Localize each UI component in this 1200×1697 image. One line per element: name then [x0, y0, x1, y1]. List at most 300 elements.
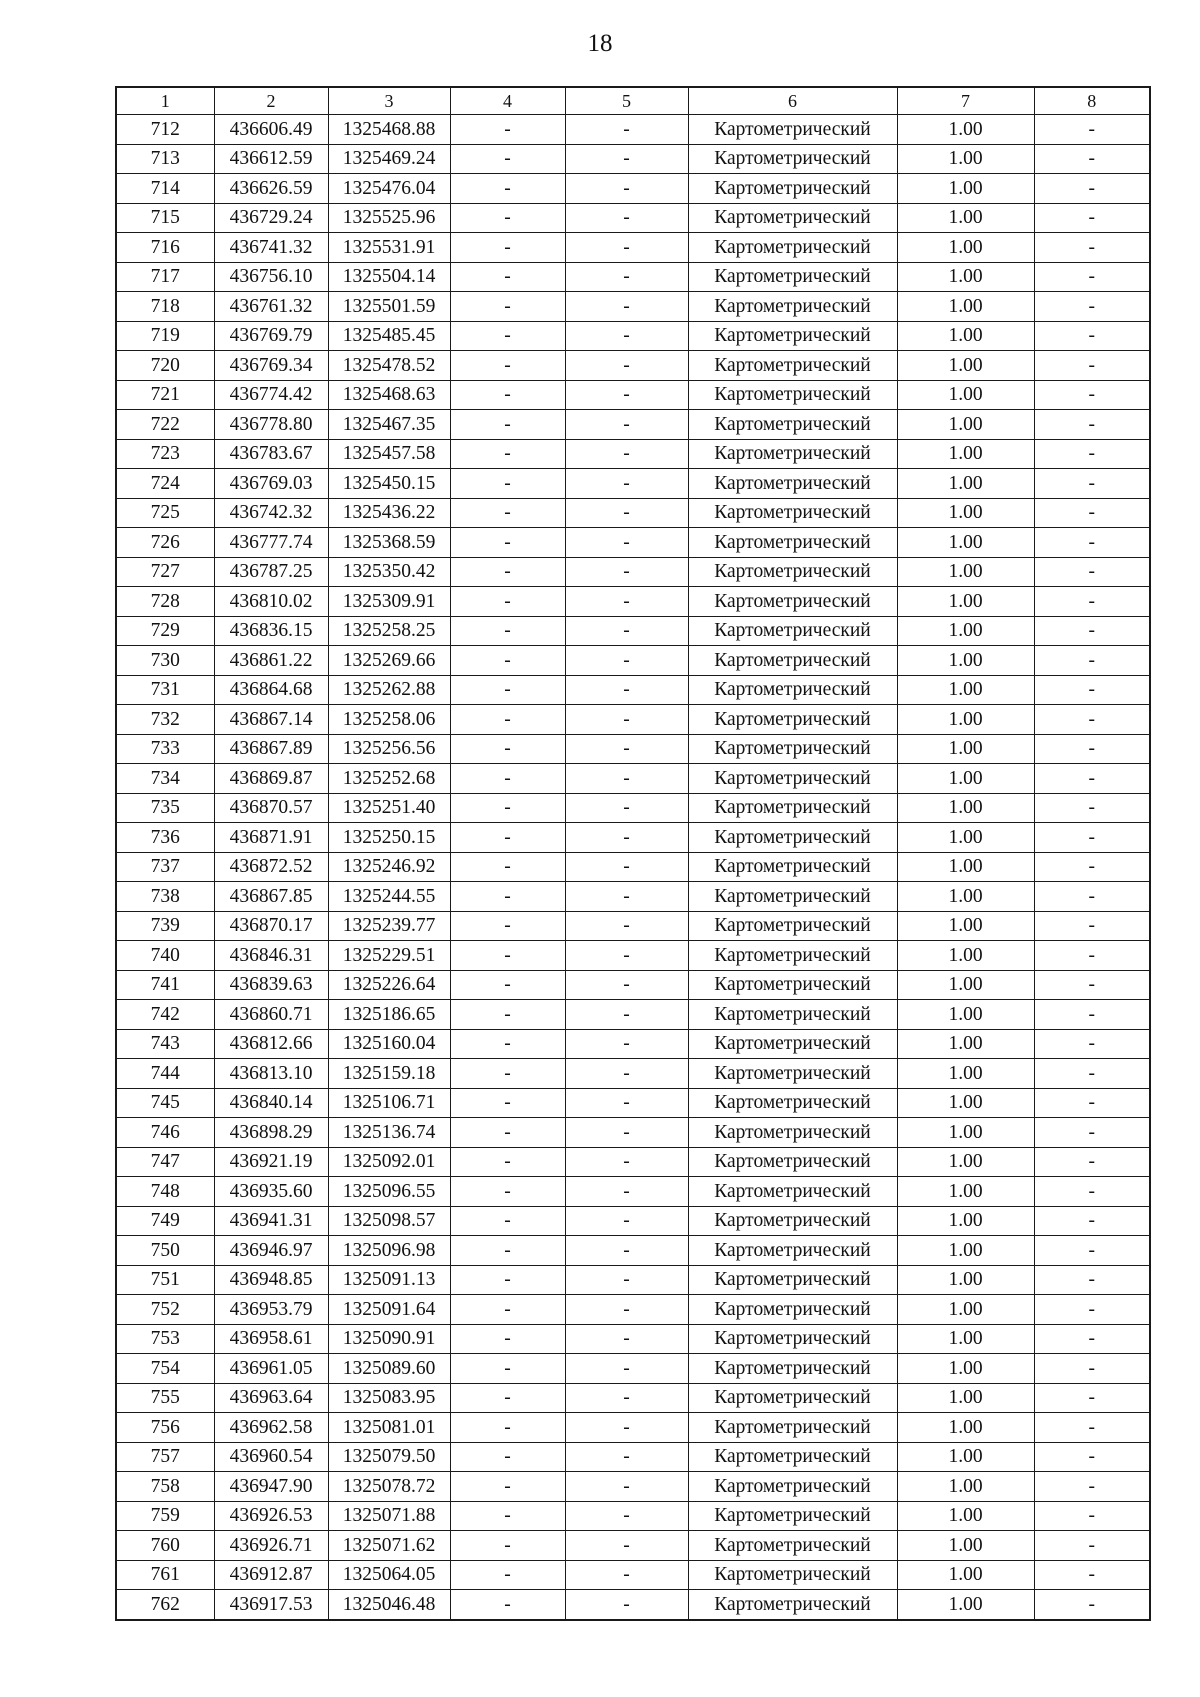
x-coordinate-cell: 436612.59 — [214, 144, 328, 174]
column-5-cell: - — [565, 734, 688, 764]
column-8-cell: - — [1034, 528, 1150, 558]
column-5-cell: - — [565, 1088, 688, 1118]
accuracy-cell: 1.00 — [897, 1000, 1034, 1030]
method-cell: Картометрический — [688, 616, 897, 646]
table-row — [116, 1590, 1150, 1620]
table-row — [116, 1177, 1150, 1207]
x-coordinate-cell: 436839.63 — [214, 970, 328, 1000]
point-number-cell: 731 — [116, 675, 214, 705]
column-header-6: 6 — [688, 87, 897, 115]
accuracy-cell: 1.00 — [897, 262, 1034, 292]
point-number-cell: 712 — [116, 115, 214, 145]
y-coordinate-cell: 1325083.95 — [328, 1383, 450, 1413]
method-cell: Картометрический — [688, 203, 897, 233]
method-cell: Картометрический — [688, 115, 897, 145]
accuracy-cell: 1.00 — [897, 675, 1034, 705]
column-4-cell: - — [450, 410, 565, 440]
column-8-cell: - — [1034, 174, 1150, 204]
column-4-cell: - — [450, 1059, 565, 1089]
point-number-cell: 734 — [116, 764, 214, 794]
column-4-cell: - — [450, 1442, 565, 1472]
y-coordinate-cell: 1325309.91 — [328, 587, 450, 617]
point-number-cell: 736 — [116, 823, 214, 853]
y-coordinate-cell: 1325258.25 — [328, 616, 450, 646]
column-4-cell: - — [450, 1324, 565, 1354]
method-cell: Картометрический — [688, 1147, 897, 1177]
x-coordinate-cell: 436870.57 — [214, 793, 328, 823]
column-8-cell: - — [1034, 1029, 1150, 1059]
method-cell: Картометрический — [688, 1590, 897, 1620]
column-8-cell: - — [1034, 1531, 1150, 1561]
column-4-cell: - — [450, 705, 565, 735]
column-5-cell: - — [565, 1324, 688, 1354]
column-5-cell: - — [565, 1590, 688, 1620]
table-row — [116, 469, 1150, 499]
accuracy-cell: 1.00 — [897, 793, 1034, 823]
point-number-cell: 721 — [116, 380, 214, 410]
column-4-cell: - — [450, 1147, 565, 1177]
table-row — [116, 321, 1150, 351]
accuracy-cell: 1.00 — [897, 970, 1034, 1000]
x-coordinate-cell: 436729.24 — [214, 203, 328, 233]
x-coordinate-cell: 436777.74 — [214, 528, 328, 558]
point-number-cell: 740 — [116, 941, 214, 971]
column-4-cell: - — [450, 882, 565, 912]
column-4-cell: - — [450, 911, 565, 941]
method-cell: Картометрический — [688, 705, 897, 735]
column-4-cell: - — [450, 262, 565, 292]
y-coordinate-cell: 1325090.91 — [328, 1324, 450, 1354]
column-5-cell: - — [565, 351, 688, 381]
x-coordinate-cell: 436960.54 — [214, 1442, 328, 1472]
accuracy-cell: 1.00 — [897, 1383, 1034, 1413]
column-5-cell: - — [565, 115, 688, 145]
x-coordinate-cell: 436898.29 — [214, 1118, 328, 1148]
y-coordinate-cell: 1325250.15 — [328, 823, 450, 853]
method-cell: Картометрический — [688, 1118, 897, 1148]
x-coordinate-cell: 436812.66 — [214, 1029, 328, 1059]
table-row — [116, 882, 1150, 912]
method-cell: Картометрический — [688, 1177, 897, 1207]
method-cell: Картометрический — [688, 852, 897, 882]
y-coordinate-cell: 1325469.24 — [328, 144, 450, 174]
y-coordinate-cell: 1325081.01 — [328, 1413, 450, 1443]
column-8-cell: - — [1034, 1000, 1150, 1030]
y-coordinate-cell: 1325159.18 — [328, 1059, 450, 1089]
method-cell: Картометрический — [688, 262, 897, 292]
column-header-3: 3 — [328, 87, 450, 115]
column-8-cell: - — [1034, 439, 1150, 469]
x-coordinate-cell: 436941.31 — [214, 1206, 328, 1236]
x-coordinate-cell: 436769.03 — [214, 469, 328, 499]
point-number-cell: 732 — [116, 705, 214, 735]
column-5-cell: - — [565, 292, 688, 322]
column-4-cell: - — [450, 1472, 565, 1502]
table-row — [116, 1118, 1150, 1148]
method-cell: Картометрический — [688, 675, 897, 705]
method-cell: Картометрический — [688, 410, 897, 440]
accuracy-cell: 1.00 — [897, 557, 1034, 587]
y-coordinate-cell: 1325106.71 — [328, 1088, 450, 1118]
column-8-cell: - — [1034, 911, 1150, 941]
table-row — [116, 734, 1150, 764]
column-5-cell: - — [565, 616, 688, 646]
x-coordinate-cell: 436741.32 — [214, 233, 328, 263]
method-cell: Картометрический — [688, 439, 897, 469]
y-coordinate-cell: 1325468.63 — [328, 380, 450, 410]
accuracy-cell: 1.00 — [897, 292, 1034, 322]
column-5-cell: - — [565, 1501, 688, 1531]
point-number-cell: 722 — [116, 410, 214, 440]
point-number-cell: 715 — [116, 203, 214, 233]
table-row — [116, 1354, 1150, 1384]
point-number-cell: 757 — [116, 1442, 214, 1472]
x-coordinate-cell: 436926.53 — [214, 1501, 328, 1531]
point-number-cell: 716 — [116, 233, 214, 263]
column-5-cell: - — [565, 262, 688, 292]
y-coordinate-cell: 1325071.88 — [328, 1501, 450, 1531]
column-8-cell: - — [1034, 852, 1150, 882]
point-number-cell: 751 — [116, 1265, 214, 1295]
column-header-8: 8 — [1034, 87, 1150, 115]
point-number-cell: 726 — [116, 528, 214, 558]
column-4-cell: - — [450, 1265, 565, 1295]
accuracy-cell: 1.00 — [897, 144, 1034, 174]
accuracy-cell: 1.00 — [897, 1295, 1034, 1325]
table-row — [116, 1324, 1150, 1354]
column-5-cell: - — [565, 203, 688, 233]
accuracy-cell: 1.00 — [897, 764, 1034, 794]
method-cell: Картометрический — [688, 646, 897, 676]
column-4-cell: - — [450, 616, 565, 646]
table-row — [116, 439, 1150, 469]
column-8-cell: - — [1034, 498, 1150, 528]
accuracy-cell: 1.00 — [897, 174, 1034, 204]
point-number-cell: 742 — [116, 1000, 214, 1030]
table-row — [116, 1029, 1150, 1059]
accuracy-cell: 1.00 — [897, 351, 1034, 381]
column-5-cell: - — [565, 1059, 688, 1089]
column-4-cell: - — [450, 439, 565, 469]
point-number-cell: 737 — [116, 852, 214, 882]
column-5-cell: - — [565, 1029, 688, 1059]
method-cell: Картометрический — [688, 380, 897, 410]
table-row — [116, 1206, 1150, 1236]
column-8-cell: - — [1034, 793, 1150, 823]
column-5-cell: - — [565, 941, 688, 971]
x-coordinate-cell: 436860.71 — [214, 1000, 328, 1030]
column-8-cell: - — [1034, 1472, 1150, 1502]
method-cell: Картометрический — [688, 823, 897, 853]
table-row — [116, 174, 1150, 204]
column-8-cell: - — [1034, 587, 1150, 617]
column-5-cell: - — [565, 380, 688, 410]
column-8-cell: - — [1034, 203, 1150, 233]
table-row — [116, 1295, 1150, 1325]
column-5-cell: - — [565, 528, 688, 558]
table-row — [116, 1383, 1150, 1413]
point-number-cell: 713 — [116, 144, 214, 174]
x-coordinate-cell: 436813.10 — [214, 1059, 328, 1089]
table-row — [116, 852, 1150, 882]
column-8-cell: - — [1034, 705, 1150, 735]
column-8-cell: - — [1034, 734, 1150, 764]
y-coordinate-cell: 1325457.58 — [328, 439, 450, 469]
x-coordinate-cell: 436840.14 — [214, 1088, 328, 1118]
point-number-cell: 727 — [116, 557, 214, 587]
y-coordinate-cell: 1325064.05 — [328, 1560, 450, 1590]
x-coordinate-cell: 436921.19 — [214, 1147, 328, 1177]
table-row — [116, 764, 1150, 794]
point-number-cell: 755 — [116, 1383, 214, 1413]
y-coordinate-cell: 1325476.04 — [328, 174, 450, 204]
column-4-cell: - — [450, 1354, 565, 1384]
column-4-cell: - — [450, 292, 565, 322]
method-cell: Картометрический — [688, 351, 897, 381]
accuracy-cell: 1.00 — [897, 616, 1034, 646]
column-5-cell: - — [565, 1560, 688, 1590]
y-coordinate-cell: 1325485.45 — [328, 321, 450, 351]
column-8-cell: - — [1034, 1059, 1150, 1089]
column-4-cell: - — [450, 646, 565, 676]
column-5-cell: - — [565, 1354, 688, 1384]
column-5-cell: - — [565, 911, 688, 941]
point-number-cell: 756 — [116, 1413, 214, 1443]
point-number-cell: 758 — [116, 1472, 214, 1502]
column-5-cell: - — [565, 321, 688, 351]
column-header-4: 4 — [450, 87, 565, 115]
x-coordinate-cell: 436787.25 — [214, 557, 328, 587]
x-coordinate-cell: 436926.71 — [214, 1531, 328, 1561]
x-coordinate-cell: 436947.90 — [214, 1472, 328, 1502]
method-cell: Картометрический — [688, 793, 897, 823]
table-row — [116, 1265, 1150, 1295]
column-4-cell: - — [450, 1236, 565, 1266]
column-5-cell: - — [565, 587, 688, 617]
accuracy-cell: 1.00 — [897, 1413, 1034, 1443]
column-8-cell: - — [1034, 1354, 1150, 1384]
table-row — [116, 144, 1150, 174]
column-4-cell: - — [450, 498, 565, 528]
y-coordinate-cell: 1325096.55 — [328, 1177, 450, 1207]
accuracy-cell: 1.00 — [897, 1472, 1034, 1502]
x-coordinate-cell: 436912.87 — [214, 1560, 328, 1590]
column-8-cell: - — [1034, 1088, 1150, 1118]
method-cell: Картометрический — [688, 764, 897, 794]
y-coordinate-cell: 1325450.15 — [328, 469, 450, 499]
accuracy-cell: 1.00 — [897, 1501, 1034, 1531]
x-coordinate-cell: 436769.34 — [214, 351, 328, 381]
accuracy-cell: 1.00 — [897, 1059, 1034, 1089]
x-coordinate-cell: 436917.53 — [214, 1590, 328, 1620]
method-cell: Картометрический — [688, 911, 897, 941]
y-coordinate-cell: 1325531.91 — [328, 233, 450, 263]
column-5-cell: - — [565, 1147, 688, 1177]
accuracy-cell: 1.00 — [897, 469, 1034, 499]
table-row — [116, 911, 1150, 941]
column-5-cell: - — [565, 1295, 688, 1325]
point-number-cell: 745 — [116, 1088, 214, 1118]
column-4-cell: - — [450, 528, 565, 558]
column-4-cell: - — [450, 1560, 565, 1590]
column-5-cell: - — [565, 1413, 688, 1443]
y-coordinate-cell: 1325262.88 — [328, 675, 450, 705]
column-5-cell: - — [565, 1531, 688, 1561]
method-cell: Картометрический — [688, 1295, 897, 1325]
column-5-cell: - — [565, 410, 688, 440]
column-8-cell: - — [1034, 410, 1150, 440]
column-4-cell: - — [450, 1206, 565, 1236]
column-8-cell: - — [1034, 941, 1150, 971]
method-cell: Картометрический — [688, 498, 897, 528]
column-8-cell: - — [1034, 321, 1150, 351]
y-coordinate-cell: 1325229.51 — [328, 941, 450, 971]
table-row — [116, 292, 1150, 322]
method-cell: Картометрический — [688, 1354, 897, 1384]
table-row — [116, 1472, 1150, 1502]
point-number-cell: 741 — [116, 970, 214, 1000]
column-8-cell: - — [1034, 1206, 1150, 1236]
point-number-cell: 762 — [116, 1590, 214, 1620]
x-coordinate-cell: 436861.22 — [214, 646, 328, 676]
column-5-cell: - — [565, 1472, 688, 1502]
accuracy-cell: 1.00 — [897, 233, 1034, 263]
point-number-cell: 760 — [116, 1531, 214, 1561]
table-row — [116, 115, 1150, 145]
column-4-cell: - — [450, 793, 565, 823]
point-number-cell: 738 — [116, 882, 214, 912]
method-cell: Картометрический — [688, 528, 897, 558]
table-row — [116, 233, 1150, 263]
method-cell: Картометрический — [688, 321, 897, 351]
accuracy-cell: 1.00 — [897, 587, 1034, 617]
x-coordinate-cell: 436871.91 — [214, 823, 328, 853]
y-coordinate-cell: 1325525.96 — [328, 203, 450, 233]
column-4-cell: - — [450, 1383, 565, 1413]
x-coordinate-cell: 436774.42 — [214, 380, 328, 410]
y-coordinate-cell: 1325091.64 — [328, 1295, 450, 1325]
y-coordinate-cell: 1325078.72 — [328, 1472, 450, 1502]
point-number-cell: 748 — [116, 1177, 214, 1207]
accuracy-cell: 1.00 — [897, 1029, 1034, 1059]
point-number-cell: 754 — [116, 1354, 214, 1384]
column-4-cell: - — [450, 764, 565, 794]
x-coordinate-cell: 436810.02 — [214, 587, 328, 617]
x-coordinate-cell: 436948.85 — [214, 1265, 328, 1295]
point-number-cell: 744 — [116, 1059, 214, 1089]
table-row — [116, 705, 1150, 735]
table-row — [116, 646, 1150, 676]
point-number-cell: 733 — [116, 734, 214, 764]
y-coordinate-cell: 1325046.48 — [328, 1590, 450, 1620]
accuracy-cell: 1.00 — [897, 498, 1034, 528]
x-coordinate-cell: 436963.64 — [214, 1383, 328, 1413]
column-header-5: 5 — [565, 87, 688, 115]
table-row — [116, 203, 1150, 233]
x-coordinate-cell: 436606.49 — [214, 115, 328, 145]
x-coordinate-cell: 436867.14 — [214, 705, 328, 735]
column-4-cell: - — [450, 734, 565, 764]
x-coordinate-cell: 436756.10 — [214, 262, 328, 292]
column-header-7: 7 — [897, 87, 1034, 115]
point-number-cell: 752 — [116, 1295, 214, 1325]
page-number: 18 — [587, 30, 613, 57]
accuracy-cell: 1.00 — [897, 1590, 1034, 1620]
accuracy-cell: 1.00 — [897, 911, 1034, 941]
column-8-cell: - — [1034, 1177, 1150, 1207]
accuracy-cell: 1.00 — [897, 1206, 1034, 1236]
column-8-cell: - — [1034, 1295, 1150, 1325]
column-8-cell: - — [1034, 469, 1150, 499]
column-4-cell: - — [450, 587, 565, 617]
method-cell: Картометрический — [688, 1472, 897, 1502]
accuracy-cell: 1.00 — [897, 410, 1034, 440]
column-8-cell: - — [1034, 1383, 1150, 1413]
point-number-cell: 753 — [116, 1324, 214, 1354]
column-4-cell: - — [450, 1177, 565, 1207]
column-4-cell: - — [450, 557, 565, 587]
x-coordinate-cell: 436761.32 — [214, 292, 328, 322]
y-coordinate-cell: 1325436.22 — [328, 498, 450, 528]
column-8-cell: - — [1034, 1236, 1150, 1266]
method-cell: Картометрический — [688, 174, 897, 204]
column-8-cell: - — [1034, 292, 1150, 322]
table-row — [116, 970, 1150, 1000]
table-row — [116, 1088, 1150, 1118]
column-5-cell: - — [565, 1236, 688, 1266]
column-8-cell: - — [1034, 1147, 1150, 1177]
column-5-cell: - — [565, 764, 688, 794]
column-5-cell: - — [565, 1383, 688, 1413]
table-row — [116, 616, 1150, 646]
table-row — [116, 380, 1150, 410]
point-number-cell: 720 — [116, 351, 214, 381]
column-8-cell: - — [1034, 115, 1150, 145]
accuracy-cell: 1.00 — [897, 823, 1034, 853]
accuracy-cell: 1.00 — [897, 1118, 1034, 1148]
column-5-cell: - — [565, 1000, 688, 1030]
x-coordinate-cell: 436867.89 — [214, 734, 328, 764]
accuracy-cell: 1.00 — [897, 1236, 1034, 1266]
table-row — [116, 587, 1150, 617]
column-4-cell: - — [450, 1590, 565, 1620]
column-5-cell: - — [565, 646, 688, 676]
column-4-cell: - — [450, 233, 565, 263]
y-coordinate-cell: 1325089.60 — [328, 1354, 450, 1384]
column-5-cell: - — [565, 174, 688, 204]
column-4-cell: - — [450, 469, 565, 499]
table-row — [116, 528, 1150, 558]
column-5-cell: - — [565, 852, 688, 882]
column-4-cell: - — [450, 1029, 565, 1059]
y-coordinate-cell: 1325244.55 — [328, 882, 450, 912]
accuracy-cell: 1.00 — [897, 1147, 1034, 1177]
y-coordinate-cell: 1325467.35 — [328, 410, 450, 440]
x-coordinate-cell: 436946.97 — [214, 1236, 328, 1266]
y-coordinate-cell: 1325468.88 — [328, 115, 450, 145]
point-number-cell: 724 — [116, 469, 214, 499]
method-cell: Картометрический — [688, 1059, 897, 1089]
method-cell: Картометрический — [688, 469, 897, 499]
column-5-cell: - — [565, 469, 688, 499]
y-coordinate-cell: 1325098.57 — [328, 1206, 450, 1236]
accuracy-cell: 1.00 — [897, 1531, 1034, 1561]
table-row — [116, 793, 1150, 823]
method-cell: Картометрический — [688, 734, 897, 764]
y-coordinate-cell: 1325079.50 — [328, 1442, 450, 1472]
x-coordinate-cell: 436953.79 — [214, 1295, 328, 1325]
column-4-cell: - — [450, 1088, 565, 1118]
